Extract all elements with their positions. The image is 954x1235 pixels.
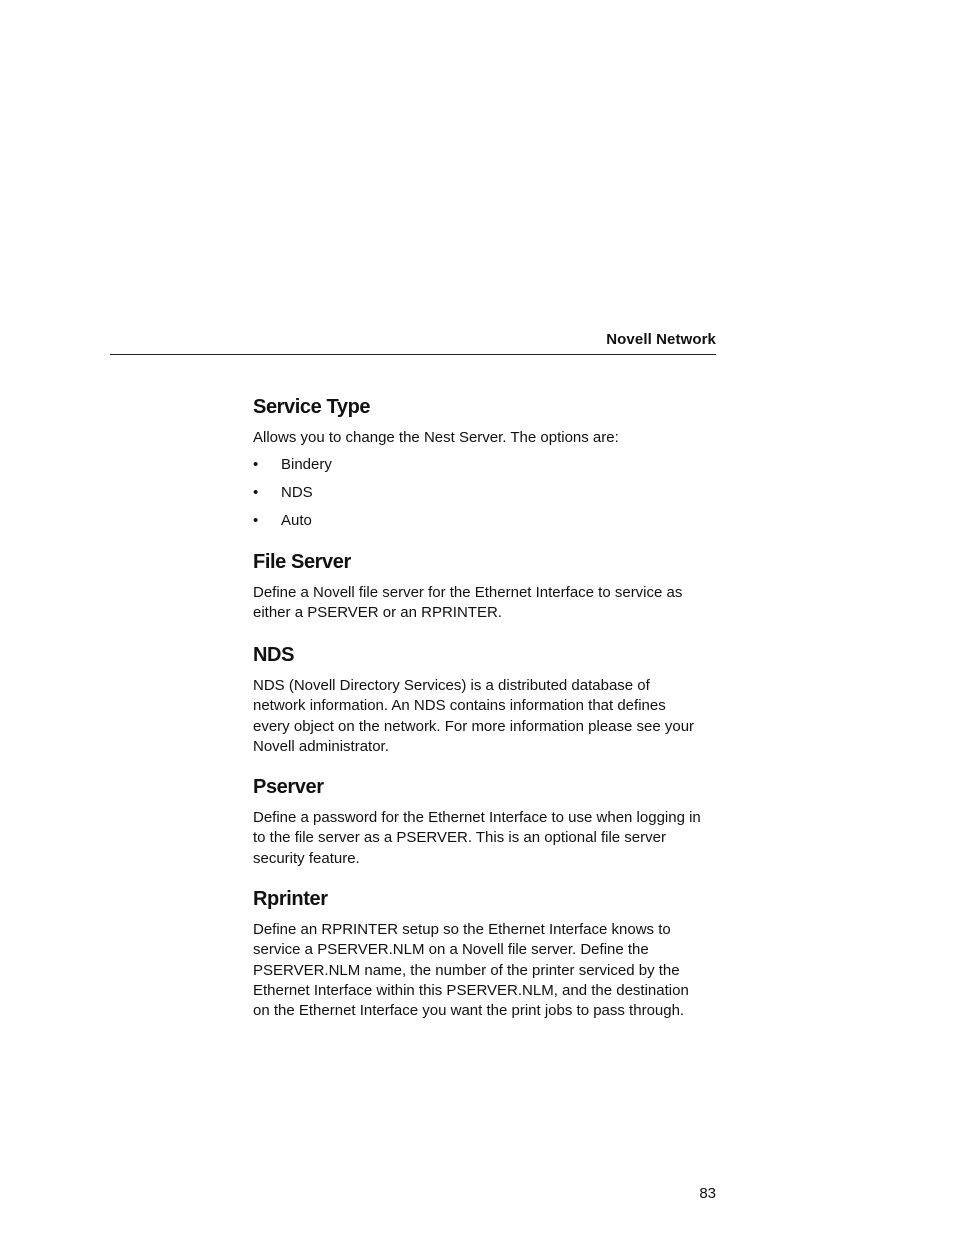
- text-line: PSERVER.NLM name, the number of the printer serviced by the: [253, 961, 680, 979]
- list-item: [253, 511, 723, 531]
- text-line: to the file server as a PSERVER. This is an optional file server: [253, 829, 666, 847]
- text-line: service a PSERVER.NLM on a Novell file server. Define the: [253, 941, 649, 959]
- option-label: NDS: [281, 484, 313, 502]
- page-number: 83: [699, 1185, 716, 1202]
- running-header-title: Novell Network: [606, 331, 716, 348]
- section-title-pserver: Pserver: [253, 776, 324, 798]
- section-file-server: [253, 549, 723, 624]
- section-title-file-server: File Server: [253, 551, 351, 573]
- text-line: Novell administrator.: [253, 737, 389, 755]
- bullet-icon: •: [253, 512, 259, 530]
- service-type-description: Allows you to change the Nest Server. The options are:: [253, 429, 619, 446]
- rprinter-description: [253, 920, 723, 1021]
- list-item: [253, 483, 723, 503]
- section-title-service-type: Service Type: [253, 396, 371, 418]
- section-nds: [253, 642, 723, 757]
- text-line: on the Ethernet Interface you want the print jobs to pass through.: [253, 1002, 685, 1020]
- text-line: Define an RPRINTER setup so the Ethernet Interface knows to: [253, 921, 671, 938]
- file-server-description: [253, 583, 723, 624]
- bullet-icon: •: [253, 456, 259, 474]
- section-title-rprinter: Rprinter: [253, 888, 328, 910]
- nds-description: [253, 676, 723, 757]
- header-rule: [110, 354, 716, 355]
- section-pserver: [253, 774, 723, 869]
- option-label: Auto: [281, 512, 312, 530]
- text-line: network information. An NDS contains information that defines: [253, 697, 666, 715]
- service-type-options: [253, 455, 723, 531]
- text-line: Define a Novell file server for the Ethernet Interface to service as: [253, 584, 683, 601]
- section-service-type: [253, 394, 723, 531]
- text-line: every object on the network. For more information please see your: [253, 717, 695, 735]
- bullet-icon: •: [253, 484, 259, 502]
- text-line: Ethernet Interface within this PSERVER.NLM, and the destination: [253, 981, 689, 999]
- text-line: either a PSERVER or an RPRINTER.: [253, 604, 502, 622]
- pserver-description: [253, 808, 723, 869]
- section-title-nds: NDS: [253, 644, 295, 666]
- option-label: Bindery: [281, 456, 332, 474]
- section-rprinter: [253, 886, 723, 1021]
- text-line: Define a password for the Ethernet Interface to use when logging in: [253, 809, 701, 826]
- text-line: security feature.: [253, 849, 360, 867]
- text-line: NDS (Novell Directory Services) is a distributed database of: [253, 677, 650, 694]
- page-content: [253, 394, 723, 1020]
- list-item: [253, 455, 723, 475]
